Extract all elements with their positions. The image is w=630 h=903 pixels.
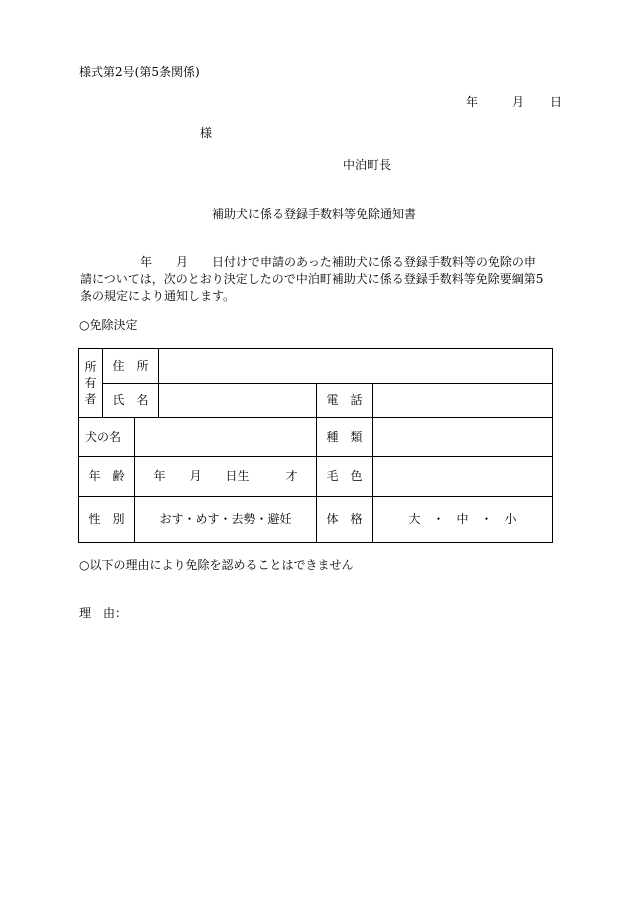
body-paragraph	[80, 254, 552, 305]
date-line	[466, 96, 562, 108]
date-year: 年	[466, 95, 479, 109]
addressee-suffix: 様	[200, 126, 213, 140]
body-line-3: 条の規定により通知します。	[80, 289, 236, 303]
name-value[interactable]	[159, 384, 317, 418]
date-day: 日	[550, 95, 563, 109]
coat-value[interactable]	[373, 457, 553, 497]
phone-label: 電 話	[317, 384, 373, 418]
info-table	[78, 348, 553, 543]
address-label: 住 所	[103, 349, 159, 384]
phone-value[interactable]	[373, 384, 553, 418]
body-line-2: 請については，次のとおり決定したので中泊町補助犬に係る登録手数料等免除要綱第5	[80, 272, 544, 286]
owner-label: 所 有 者	[79, 349, 103, 418]
document-title: 補助犬に係る登録手数料等免除通知書	[212, 207, 417, 221]
date-month: 月	[512, 95, 525, 109]
address-value[interactable]	[159, 349, 553, 384]
birth-value[interactable]: 年 月 日生 才	[135, 457, 317, 497]
approval-heading: ○免除決定	[79, 318, 138, 332]
sex-label: 性 別	[79, 497, 135, 543]
name-label: 氏 名	[103, 384, 159, 418]
size-value[interactable]: 大 ・ 中 ・ 小	[373, 497, 553, 543]
form-number: 様式第2号(第5条関係)	[79, 65, 200, 79]
body-line-1: 年 月 日付けで申請のあった補助犬に係る登録手数料等の免除の申	[80, 255, 536, 269]
dog-name-value[interactable]	[135, 418, 317, 457]
sex-value[interactable]: おす・めす・去勢・避妊	[135, 497, 317, 543]
breed-value[interactable]	[373, 418, 553, 457]
dog-name-label: 犬の名	[79, 418, 135, 457]
age-label: 年 齢	[79, 457, 135, 497]
rejection-heading: ○以下の理由により免除を認めることはできません	[79, 558, 354, 572]
breed-label: 種 類	[317, 418, 373, 457]
reason-label: 理 由：	[79, 606, 128, 620]
size-label: 体 格	[317, 497, 373, 543]
coat-label: 毛 色	[317, 457, 373, 497]
issuer: 中泊町長	[343, 158, 392, 172]
